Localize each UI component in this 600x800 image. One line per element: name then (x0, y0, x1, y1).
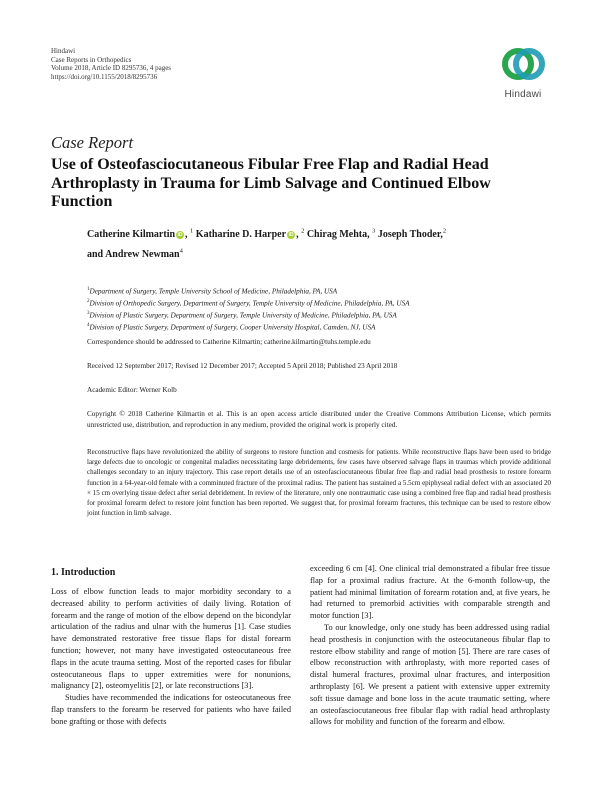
affiliation: $^4$Division of Plastic Surgery, Department of Surgery, Cooper University Hospital, Camden, NJ, USA (87, 322, 376, 332)
affiliation: $^3$Division of Plastic Surgery, Department of Surgery, Temple University of Medicine, Philadelphia, PA, USA (87, 310, 397, 320)
publication-dates: Received 12 September 2017; Revised 12 December 2017; Accepted 5 April 2018; Published 23 April 2018 (87, 362, 398, 370)
paragraph: exceeding 6 cm [4]. One clinical trial demonstrated a fibular free tissue flap for a proximal radius fracture. At the 6-month follow-up, the patient had minimal limitation of forearm rotation and, at five years, he had returned to premorbid activities with comparable strength and motor function [3]. (310, 564, 550, 621)
author[interactable]: and Andrew Newman$^4$ (87, 247, 183, 260)
paragraph: Studies have recommended the indications for osteocutaneous free flap transfers to the forearm be reserved for patients who have failed bone grafting or those with defects (51, 693, 291, 726)
affiliation: $^1$Department of Surgery, Temple University School of Medicine, Philadelphia, PA, USA (87, 287, 338, 296)
hindawi-logo-icon (498, 44, 548, 84)
academic-editor: Academic Editor: Werner Kolb (87, 386, 177, 394)
paragraph: Loss of elbow function leads to major morbidity secondary to a decreased ability to perform activities of daily living. Rotation of forearm and the range of motion of the elbow depend on the bicondylar articulation of the radius and ulnar with the humerus [1]. Case studies have demonstrated restorative free tissue flaps for distal forearm function; however, not many have investigated osteocutaneous free flaps in the acute trauma setting. Most of the reported cases for fibular osteocutaneous flaps to upper extremities were for nonunions, malignancy [2], osteomyelitis [2], or late reconstructions [3]. (51, 587, 291, 691)
article-type: Case Report (51, 133, 134, 152)
affiliation: $^2$Division of Orthopedic Surgery, Department of Surgery, Temple University of Medicine, Philadelphia, PA, USA (87, 298, 410, 308)
hindawi-logo (498, 44, 548, 100)
publisher-name: Hindawi (51, 47, 76, 55)
author[interactable]: Joseph Thoder,$^2$ (377, 228, 447, 241)
logo-text: Hindawi (504, 89, 542, 100)
paragraph: To our knowledge, only one study has been addressed using radial head prosthesis in conjunction with the osteocutaneous fibular flap to restore elbow stability and range of motion [5]. There are rare cases of elbow reconstruction with arthroplasty, with more reported cases of distal humeral fractures, proximal ulnar fractures, and interposition arthroplasty [6]. We present a patient with extensive upper extremity soft tissue damage and bone loss in the acute traumatic setting, where an osteofasciocutaneous free fibular flap with radial head arthroplasty allows for mobility and function of the forearm and elbow. (310, 622, 550, 727)
journal-name: Case Reports in Orthopedics (51, 55, 132, 64)
author[interactable]: Katharine D. Harper iD , $^2$ (195, 228, 305, 241)
orcid-icon[interactable]: iD (177, 232, 183, 239)
journal-header (51, 47, 171, 81)
copyright-notice: Copyright © 2018 Catherine Kilmartin et al. This is an open access article distributed under the Creative Commons Attribution License, which permits unrestricted use, distribution, and reproduction in any medium, provided the original work is properly cited. (87, 410, 551, 429)
volume-line: Volume 2018, Article ID 8295736, 4 pages (51, 64, 172, 73)
author[interactable]: Chirag Mehta, $^3$ (306, 228, 376, 241)
orcid-icon[interactable]: iD (288, 232, 294, 239)
body-column-left (51, 586, 291, 728)
affiliations (87, 285, 547, 333)
section-heading: 1. Introduction (51, 567, 116, 578)
correspondence: Correspondence should be addressed to Catherine Kilmartin; catherine.kilmartin@tuhs.temple.edu (87, 338, 371, 346)
body-column-right (310, 563, 550, 728)
author-list (87, 224, 527, 263)
article-title: Use of Osteofasciocutaneous Fibular Free Flap and Radial Head Arthroplasty in Trauma for Limb Salvage and Continued Elbow Function (51, 156, 491, 210)
doi-link[interactable]: https://doi.org/10.1155/2018/8295736 (51, 72, 158, 81)
author[interactable]: Catherine Kilmartin iD , $^1$ (87, 228, 194, 241)
abstract: Reconstructive flaps have revolutionized the ability of surgeons to restore function and cosmesis for patients. While reconstructive flaps have been used to bridge large defects due to oncologic or congenital maladies necessitating large debridements, few cases have observed salvage flaps in traumas which provide additional challenges secondary to an injury trajectory. This case report details use of an osteofasciocutaneous fibular free flap and radial head prosthesis to restore forearm function in a 64-year-old female with a comminuted fracture of the proximal radius. The patient has sustained a 5.5cm epiphyseal radial defect with an associated 20 × 15 cm overlying tissue defect after serial debridement. In review of the literature, only one nontraumatic case using a combined free flap and radial head prosthesis for proximal forearm defect to restore joint function has been reported. We suggest that, for proximal forearm fractures, this technique can be used to restore elbow joint function in limb salvage. (87, 448, 551, 518)
